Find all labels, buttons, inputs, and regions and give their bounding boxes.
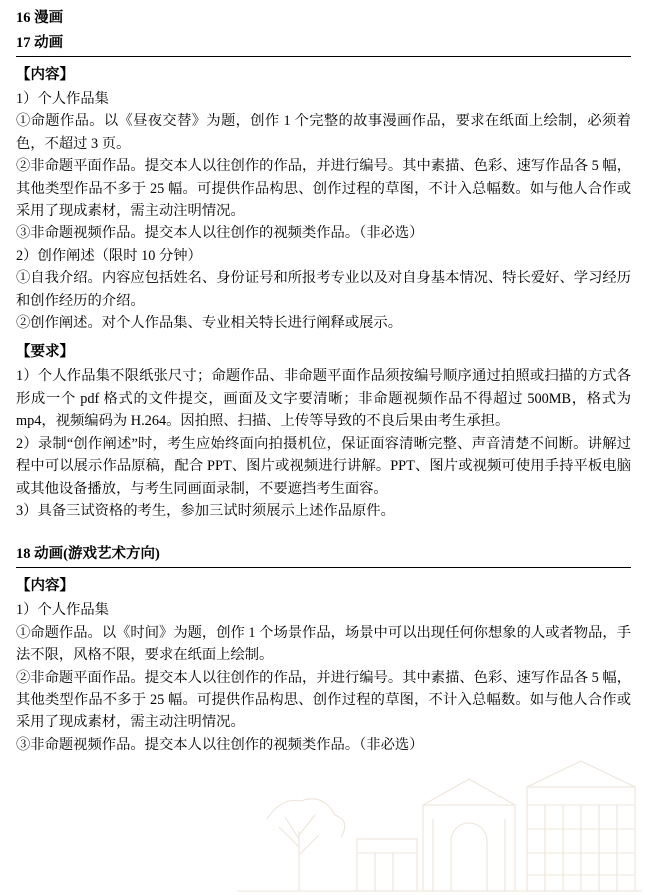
paragraph: 1）个人作品集 [16,91,109,107]
paragraph: ③非命题视频作品。提交本人以往创作的视频类作品。（非必选） [16,225,424,242]
content-label-18: 【内容】 [16,578,74,595]
paragraph: 1）个人作品集 [16,602,109,619]
paragraph: ②创作阐述。对个人作品集、专业相关特长进行阐释或展示。 [16,315,403,332]
paragraph: ②非命题平面作品。提交本人以往创作的作品，并进行编号。其中素描、色彩、速写作品各 5 幅，其他类型作品不多于 25 幅。可提供作品构思、创作过程的草图，不计入总幅数。如与他人合作或采用了现成素材，需主动注明情况。 [16,669,631,731]
paragraph: 3）具备三试资格的考生，参加三试时须展示上述作品原件。 [16,502,395,519]
paragraph: ①命题作品。以《时间》为题，创作 1 个场景作品，场景中可以出现任何你想象的人或者物品，手法不限，风格不限，要求在纸面上绘制。 [16,624,631,664]
paragraph: 2）录制“创作阐述”时，考生应始终面向拍摄机位，保证面容清晰完整、声音清楚不间断。讲解过程中可以展示作品原稿，配合 PPT、图片或视频进行讲解。PPT、图片或视频可使用手持平板电脑或其他设备播放，与考生同画面录制，不要遮挡考生面容。 [16,435,631,497]
requirement-label-17: 【要求】 [16,344,74,361]
paragraph: ②非命题平面作品。提交本人以往创作的作品，并进行编号。其中素描、色彩、速写作品各 5 幅，其他类型作品不多于 25 幅。可提供作品构思、创作过程的草图，不计入总幅数。如与他人合作或采用了现成素材，需主动注明情况。 [16,158,631,220]
paragraph: ③非命题视频作品。提交本人以往创作的视频类作品。（非必选） [16,736,424,753]
content-label-17: 【内容】 [16,67,74,83]
paragraph: 2）创作阐述（限时 10 分钟） [16,247,202,264]
section-heading-17: 17 动画 [16,33,631,57]
section-heading-18: 18 动画(游戏艺术方向) [16,544,631,568]
section-heading-16: 16 漫画 [16,10,64,26]
section-gap [16,522,631,544]
paragraph: ①命题作品。以《昼夜交替》为题，创作 1 个完整的故事漫画作品，要求在纸面上绘制，必须着色，不超过 3 页。 [16,113,631,152]
paragraph: ①自我介绍。内容应包括姓名、身份证号和所报考专业以及对自身基本情况、特长爱好、学习经历和创作经历的介绍。 [16,270,631,309]
paragraph: 1）个人作品集不限纸张尺寸；命题作品、非命题平面作品须按编号顺序通过拍照或扫描的方式各形成一个 pdf 格式的文件提交，画面及文字要清晰；非命题视频作品不得超过 500MB，格式为 mp4，视频编码为 H.264。因拍照、扫描、上传等导致的不良后果由考生承担。 [16,368,631,430]
